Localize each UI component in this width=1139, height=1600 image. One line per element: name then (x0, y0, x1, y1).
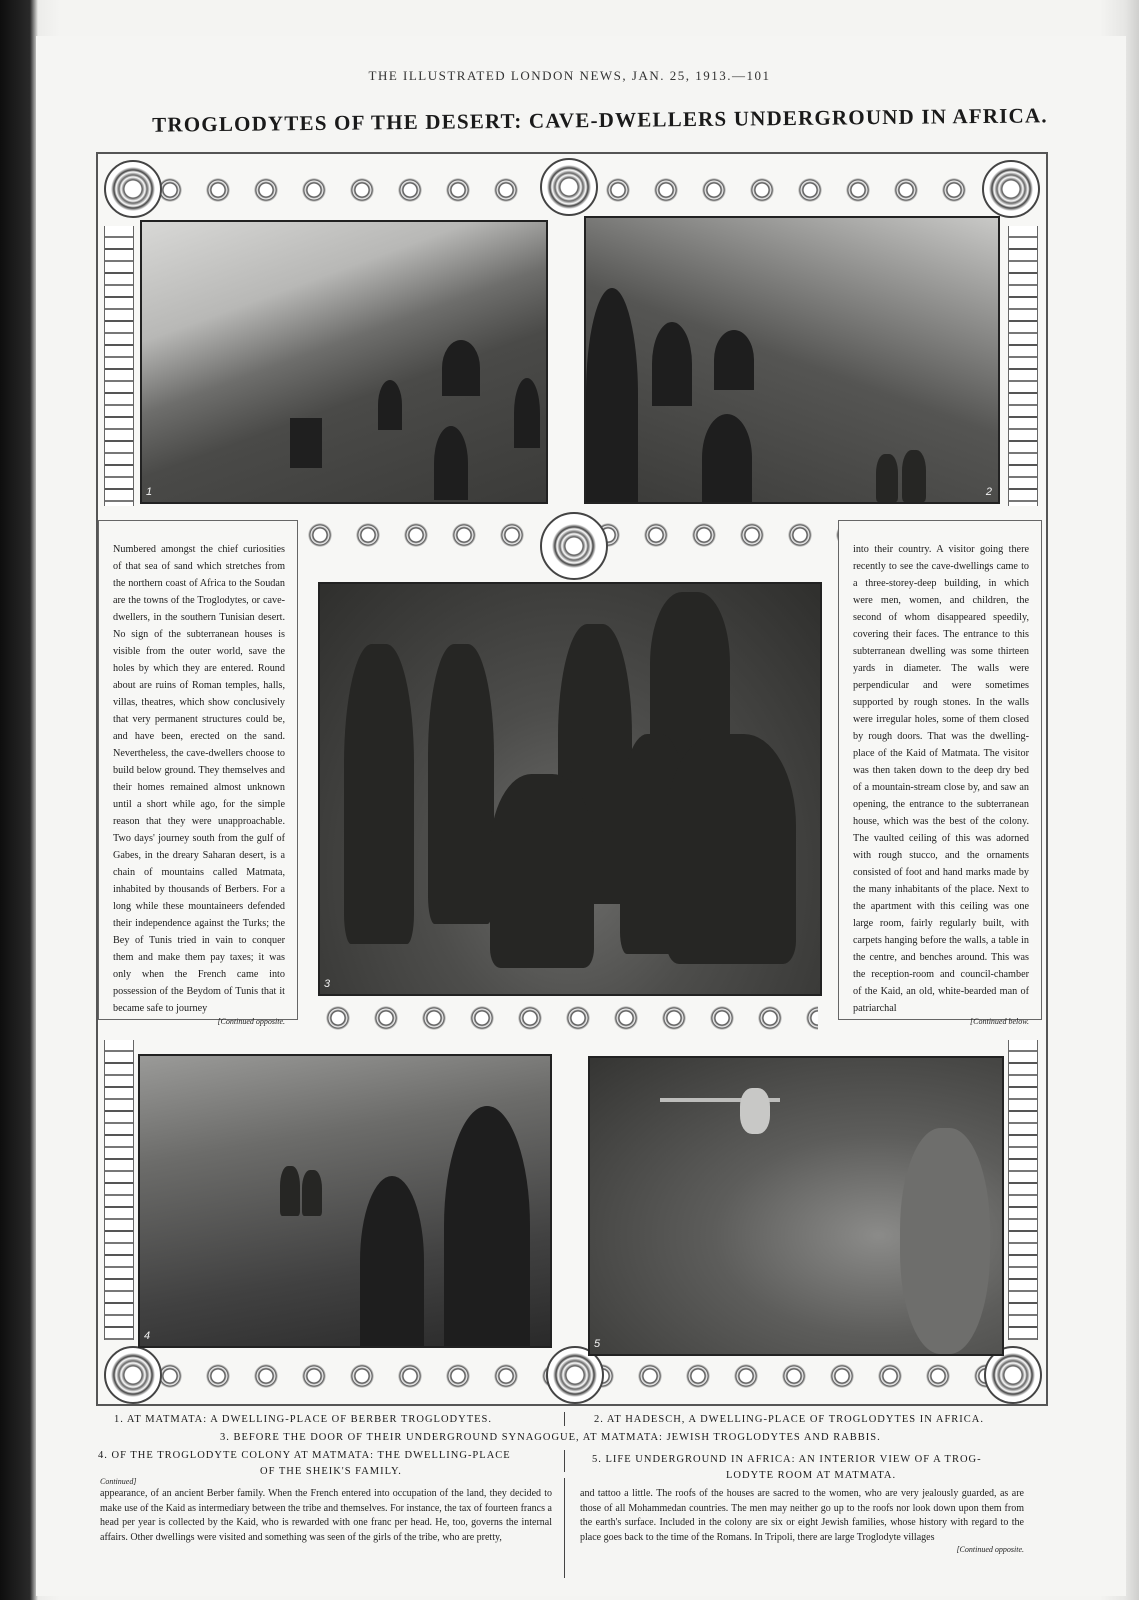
middle-ornament-bottom (318, 998, 818, 1038)
photo-3-jewish-troglodytes-and-rabbis (318, 582, 822, 996)
side-ornament-left-top (104, 226, 134, 506)
large-arch (444, 1106, 530, 1346)
top-ornament-right (598, 170, 978, 210)
continued-note: [Continued below. (970, 1017, 1029, 1026)
large-arch (586, 288, 638, 502)
rabbi-figure (666, 734, 796, 964)
side-ornament-right-top (1008, 226, 1038, 506)
bottom-right-text (580, 1487, 1024, 1555)
side-ornament-left-bottom (104, 1040, 134, 1340)
photo-number: 2 (985, 486, 992, 498)
running-head: THE ILLUSTRATED LONDON NEWS, JAN. 25, 1913.—101 (368, 68, 771, 83)
person-figure (280, 1166, 300, 1216)
large-jar (900, 1128, 990, 1354)
arched-doorway (702, 414, 752, 502)
arched-doorway (434, 426, 468, 500)
continued-note: [Continued opposite. (956, 1545, 1024, 1555)
caption-2: 2. AT HADESCH, A DWELLING-PLACE OF TROGLODYTES IN AFRICA. (594, 1414, 985, 1425)
caption-1: 1. AT MATMATA: A DWELLING-PLACE OF BERBER TROGLODYTES. (114, 1414, 492, 1425)
standing-person (902, 450, 926, 502)
photo-1-matmata-dwelling (140, 220, 548, 504)
photo-4-sheiks-family-dwelling (138, 1054, 552, 1348)
bottom-left-paragraph: appearance, of an ancient Berber family. When the French entered into occupation of the land, they decided to make use of the Kaid as intermediary between the tribe and themselves. For instance, the tax of fourteen francs a head per year is collected by the Kaid, who is rewarded with one franc per head. He, too, governs the internal affairs. Other dwellings were visited and something was seen of the girls of the tribe, who are pretty, (100, 1488, 552, 1543)
caption-5-line-2: LODYTE ROOM AT MATMATA. (726, 1470, 897, 1481)
photo-5-interior-room (588, 1056, 1004, 1356)
photo-number: 4 (144, 1330, 151, 1342)
arched-doorway (360, 1176, 424, 1346)
photo-number: 3 (324, 978, 331, 990)
caption-3: 3. BEFORE THE DOOR OF THEIR UNDERGROUND SYNAGOGUE, AT MATMATA: JEWISH TROGLODYTES AND RABBIS. (220, 1432, 881, 1443)
right-text-column (838, 520, 1042, 1026)
person-figure (302, 1170, 322, 1216)
right-column-text: into their country. A visitor going there recently to see the cave-dwellings came to a three-storey-deep building, in which were men, women, and children, the second of whom disappeared speedily, covering their faces. The entrance to this subterranean dwelling was some thirteen yards in diameter. The walls were perpendicular and were sometimes supported by rough stones. In the walls were irregular holes, some of them closed by rough doors. That was the dwelling-place of the Kaid of Matmata. The visitor was then taken down to the deep dry bed of a mountain-stream close by, and saw an opening, the entrance to the subterranean house, which was the best of the colony. The vaulted ceiling of this was adorned with rough stucco, and the ornaments consisted of foot and hand marks made by the many inhabitants of the place. Next to the apartment with this ceiling was one large room, fairly regularly built, with carpets hanging before the walls, a table in the centre, and benches around. This was the reception-room and council-chamber of the Kaid, an old, white-bearded man of patriarchal (853, 544, 1029, 1014)
caption-4-line-2: OF THE SHEIK'S FAMILY. (260, 1466, 402, 1477)
arched-window (714, 330, 754, 390)
arched-window (378, 380, 402, 430)
hanging-cloth (740, 1088, 770, 1134)
standing-person (876, 454, 898, 502)
top-ornament-left (150, 170, 530, 210)
photo-2-hadesch-dwelling (584, 216, 1000, 504)
photo-number: 5 (594, 1338, 601, 1350)
left-column-text: Numbered amongst the chief curiosities of that sea of sand which stretches from the northern coast of Africa to the Soudan are the towns of the Troglodytes, or cave-dwellers, in the southern Tunisian desert. No sign of the subterranean houses is visible from the outer world, save the holes by which they are entered. Round about are ruins of Roman temples, halls, villas, theatres, which show conclusively that very permanent structures could be, and have been, erected on the sand. Nevertheless, the cave-dwellers choose to build below ground. They themselves and their homes remained almost unknown until a short while ago, for the simple reason that they were unapproachable. Two days' journey south from the gulf of Gabes, in the dreary Saharan desert, is a chain of mountains called Matmata, inhabited by thousands of Berbers. For a long while these mountaineers defended their independence against the Turks; the Bey of Tunis tried in vain to conquer them and make them pay taxes; it was only when the French came into possession of the Beydom of Tunis that it became safe to journey (113, 544, 285, 1014)
corner-medallion-top-left (104, 160, 162, 218)
side-ornament-right-bottom (1008, 1040, 1038, 1340)
left-text-column (98, 520, 298, 1026)
corner-medallion-top-right (982, 160, 1040, 218)
center-medallion-top (540, 158, 598, 216)
compass-rose-medallion (540, 512, 608, 580)
column-divider (564, 1478, 565, 1578)
doorway (290, 418, 322, 468)
headline: TROGLODYTES OF THE DESERT: CAVE-DWELLERS UNDERGROUND IN AFRICA. (152, 103, 1048, 137)
corner-medallion-bottom-left (104, 1346, 162, 1404)
arched-window (652, 322, 692, 406)
continued-label: Continued] (100, 1477, 137, 1486)
seated-girl (490, 774, 594, 968)
bottom-right-paragraph: and tattoo a little. The roofs of the houses are sacred to the women, who are very jealously guarded, as are those of all Mohammedan countries. The men may neither go up to the roofs nor look down upon them from the earth's surface. Included in the colony are six or eight Jewish families, whose history with regard to the place goes back to the time of the Romans. In Tripoli, there are large Troglodyte villages (580, 1488, 1024, 1543)
caption-divider (564, 1412, 565, 1426)
caption-5-line-1: 5. LIFE UNDERGROUND IN AFRICA: AN INTERIOR VIEW OF A TROG- (592, 1454, 982, 1465)
girl-figure (428, 644, 494, 924)
caption-4-line-1: 4. OF THE TROGLODYTE COLONY AT MATMATA: THE DWELLING-PLACE (98, 1450, 511, 1461)
caption-divider (564, 1450, 565, 1472)
continued-note: [Continued opposite. (217, 1017, 285, 1026)
bottom-left-text (100, 1476, 552, 1545)
woman-figure (344, 644, 414, 944)
photo-number: 1 (146, 486, 153, 498)
arched-window (442, 340, 480, 396)
arched-doorway (514, 378, 540, 448)
